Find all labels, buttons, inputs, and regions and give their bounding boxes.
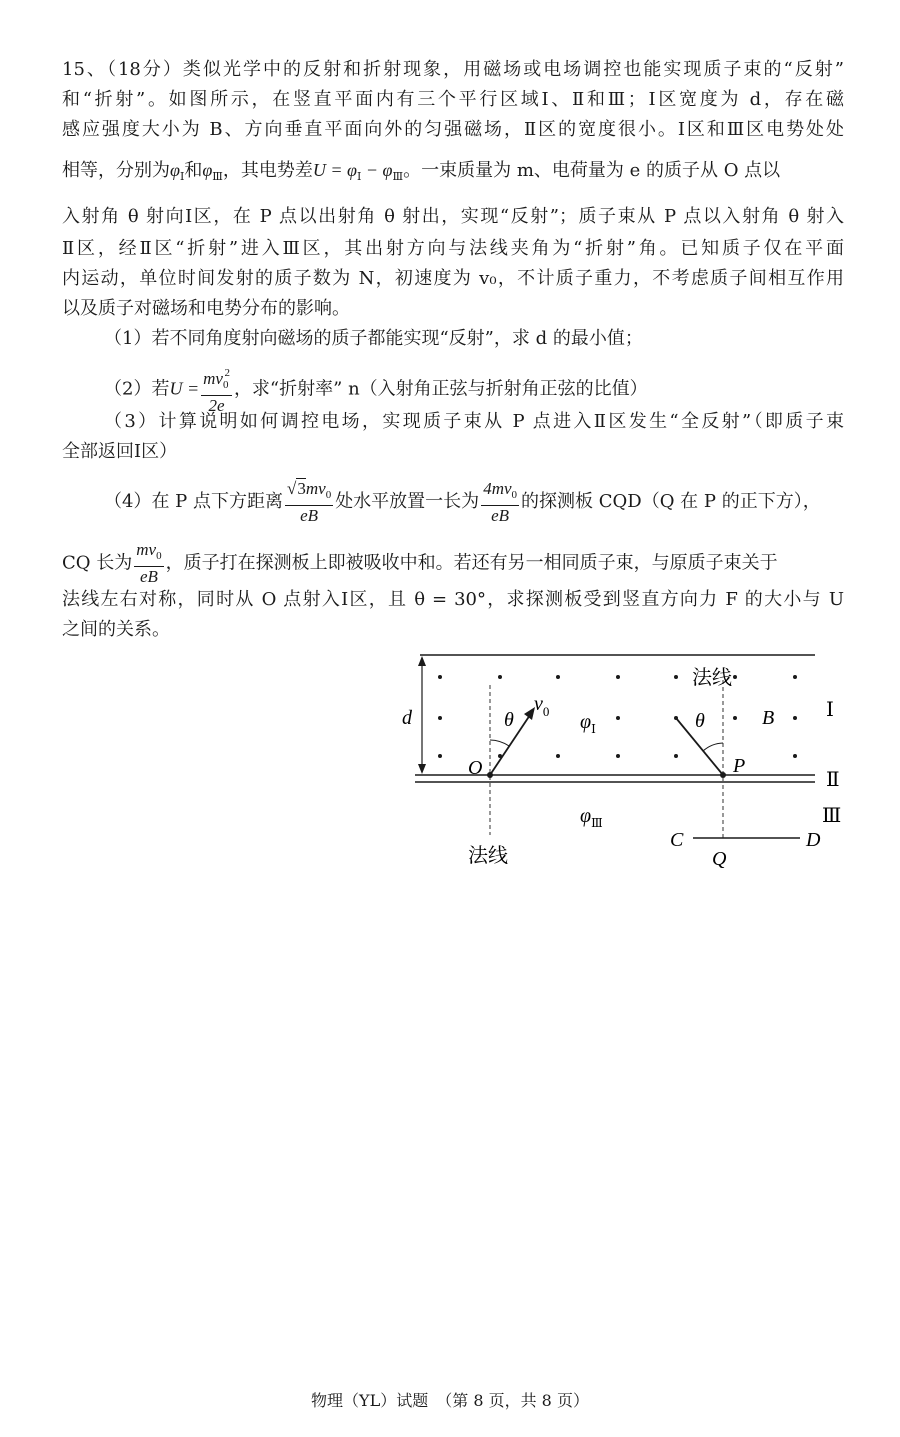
angle-arc-right bbox=[703, 743, 723, 751]
question-3-line-1: （3）计算说明如何调控电场，实现质子束从 P 点进入Ⅱ区发生“全反射”（即质子束 bbox=[104, 411, 844, 432]
label-region1: Ⅰ bbox=[826, 699, 834, 721]
denominator: eB bbox=[300, 506, 319, 525]
question-4-line-3: 法线左右对称，同时从 O 点射入Ⅰ区，且 θ = 30°，求探测板受到竖直方向力 F 的大小与 U bbox=[62, 589, 844, 610]
subscript: Ⅰ bbox=[357, 170, 362, 183]
subscript: 0 bbox=[325, 489, 332, 501]
question-4-line-1 bbox=[104, 478, 844, 526]
formula-minus-phi: − φ bbox=[361, 160, 393, 180]
angle-arc-left bbox=[490, 740, 509, 746]
label-theta-left: θ bbox=[504, 709, 514, 731]
text-segment: （2）若 bbox=[104, 378, 170, 400]
label-theta-right: θ bbox=[695, 710, 705, 732]
subscript: 0 bbox=[511, 488, 518, 501]
label-Q: Q bbox=[712, 848, 727, 870]
problem-line-4 bbox=[62, 158, 844, 189]
subscript: 0 bbox=[156, 550, 162, 562]
question-3-line-2: 全部返回Ⅰ区） bbox=[62, 441, 178, 462]
fraction-mv0sq-over-2e bbox=[201, 363, 232, 416]
page-footer: 物理（YL）试题 （第 8 页，共 8 页） bbox=[311, 1391, 589, 1410]
denominator: eB bbox=[491, 505, 510, 525]
text-segment: ，质子打在探测板上即被吸收中和。若还有另一相同质子束，与原质子束关于 bbox=[165, 552, 778, 574]
subscript: 0 bbox=[222, 379, 229, 391]
problem-line-3: 感应强度大小为 B、方向垂直平面向外的匀强磁场，Ⅱ区的宽度很小。Ⅰ区和Ⅲ区电势处处 bbox=[62, 119, 844, 140]
subscript: Ⅲ bbox=[212, 170, 223, 183]
label-phi1: $\varphi_Ⅰ$ bbox=[580, 711, 596, 736]
label-region3: Ⅲ bbox=[822, 805, 842, 827]
physics-diagram bbox=[390, 640, 860, 880]
label-B: B bbox=[762, 707, 775, 729]
problem-line-6: Ⅱ区，经Ⅱ区“折射”进入Ⅲ区，其出射方向与法线夹角为“折射”角。已知质子仅在平面 bbox=[62, 238, 844, 259]
subscript: Ⅰ bbox=[179, 170, 185, 183]
d-arrow-down bbox=[418, 764, 426, 774]
numerator: mv bbox=[203, 369, 223, 388]
label-normal-bottom: 法线 bbox=[468, 845, 508, 867]
subscript: Ⅲ bbox=[392, 170, 404, 183]
sqrt-radicand: 3 bbox=[297, 479, 306, 498]
text-segment: ，其电势差 bbox=[222, 160, 313, 181]
question-4-line-2 bbox=[62, 540, 844, 587]
magnetic-field-dots bbox=[438, 675, 797, 758]
superscript: 2 bbox=[224, 367, 230, 379]
text-segment: 相等，分别为 bbox=[62, 160, 170, 181]
phi-symbol: φ bbox=[170, 160, 180, 180]
problem-line-1: 15、（18分）类似光学中的反射和折射现象，用磁场或电场调控也能实现质子束的“反射” bbox=[62, 59, 844, 80]
label-D: D bbox=[806, 829, 821, 851]
text-segment: 的探测板 CQD（Q 在 P 的正下方）， bbox=[521, 491, 821, 512]
text-segment: （4）在 P 点下方距离 bbox=[104, 491, 284, 512]
potential-difference-formula: U = φ bbox=[312, 160, 358, 180]
fraction-4mv0-over-eB bbox=[481, 479, 519, 526]
fraction-mv0-over-eB bbox=[134, 540, 163, 587]
d-arrow-up bbox=[418, 656, 426, 666]
denominator: eB bbox=[139, 567, 158, 586]
question-2 bbox=[104, 363, 844, 416]
numerator: 4mv bbox=[483, 478, 512, 498]
label-phi3: $\varphi_Ⅲ$ bbox=[580, 805, 603, 830]
label-v0: $v_0$ bbox=[534, 693, 550, 719]
question-4-line-4: 之间的关系。 bbox=[62, 619, 170, 640]
problem-line-8: 以及质子对磁场和电势分布的影响。 bbox=[62, 298, 350, 319]
problem-line-5: 入射角 θ 射向Ⅰ区，在 P 点以出射角 θ 射出，实现“反射”；质子束从 P 点以入射角 θ 射入 bbox=[62, 206, 844, 227]
numerator: mv bbox=[136, 540, 157, 559]
point-P bbox=[720, 772, 726, 778]
text-segment: 处水平放置一长为 bbox=[335, 491, 480, 512]
denominator: 2e bbox=[208, 396, 225, 415]
text-segment: 和 bbox=[184, 160, 203, 181]
problem-line-2: 和“折射”。如图所示，在竖直平面内有三个平行区域Ⅰ、Ⅱ和Ⅲ；Ⅰ区宽度为 d，存在磁 bbox=[62, 89, 844, 110]
label-region2: Ⅱ bbox=[826, 769, 840, 791]
problem-line-7: 内运动，单位时间发射的质子数为 N，初速度为 v₀，不计质子重力，不考虑质子间相互作用 bbox=[62, 268, 844, 289]
phi-symbol: φ bbox=[202, 160, 213, 180]
label-C: C bbox=[670, 829, 684, 851]
fraction-sqrt3-mv0-over-eB: $\frac{√3mv_0}{eB}$ bbox=[287, 479, 332, 525]
text-segment: 。一束质量为 m、电荷量为 e 的质子从 O 点以 bbox=[403, 160, 781, 181]
text-segment: CQ 长为 bbox=[62, 552, 133, 574]
numerator: mv bbox=[305, 479, 326, 498]
label-P: P bbox=[733, 755, 746, 777]
text-segment: ，求“折射率” n（入射角正弦与折射角正弦的比值） bbox=[233, 378, 648, 400]
question-1: （1）若不同角度射向磁场的质子都能实现“反射”，求 d 的最小值； bbox=[104, 328, 643, 349]
label-d: d bbox=[402, 707, 412, 729]
label-O: O bbox=[468, 757, 483, 779]
voltage-symbol: U = bbox=[169, 378, 200, 399]
label-normal-top: 法线 bbox=[692, 667, 732, 689]
